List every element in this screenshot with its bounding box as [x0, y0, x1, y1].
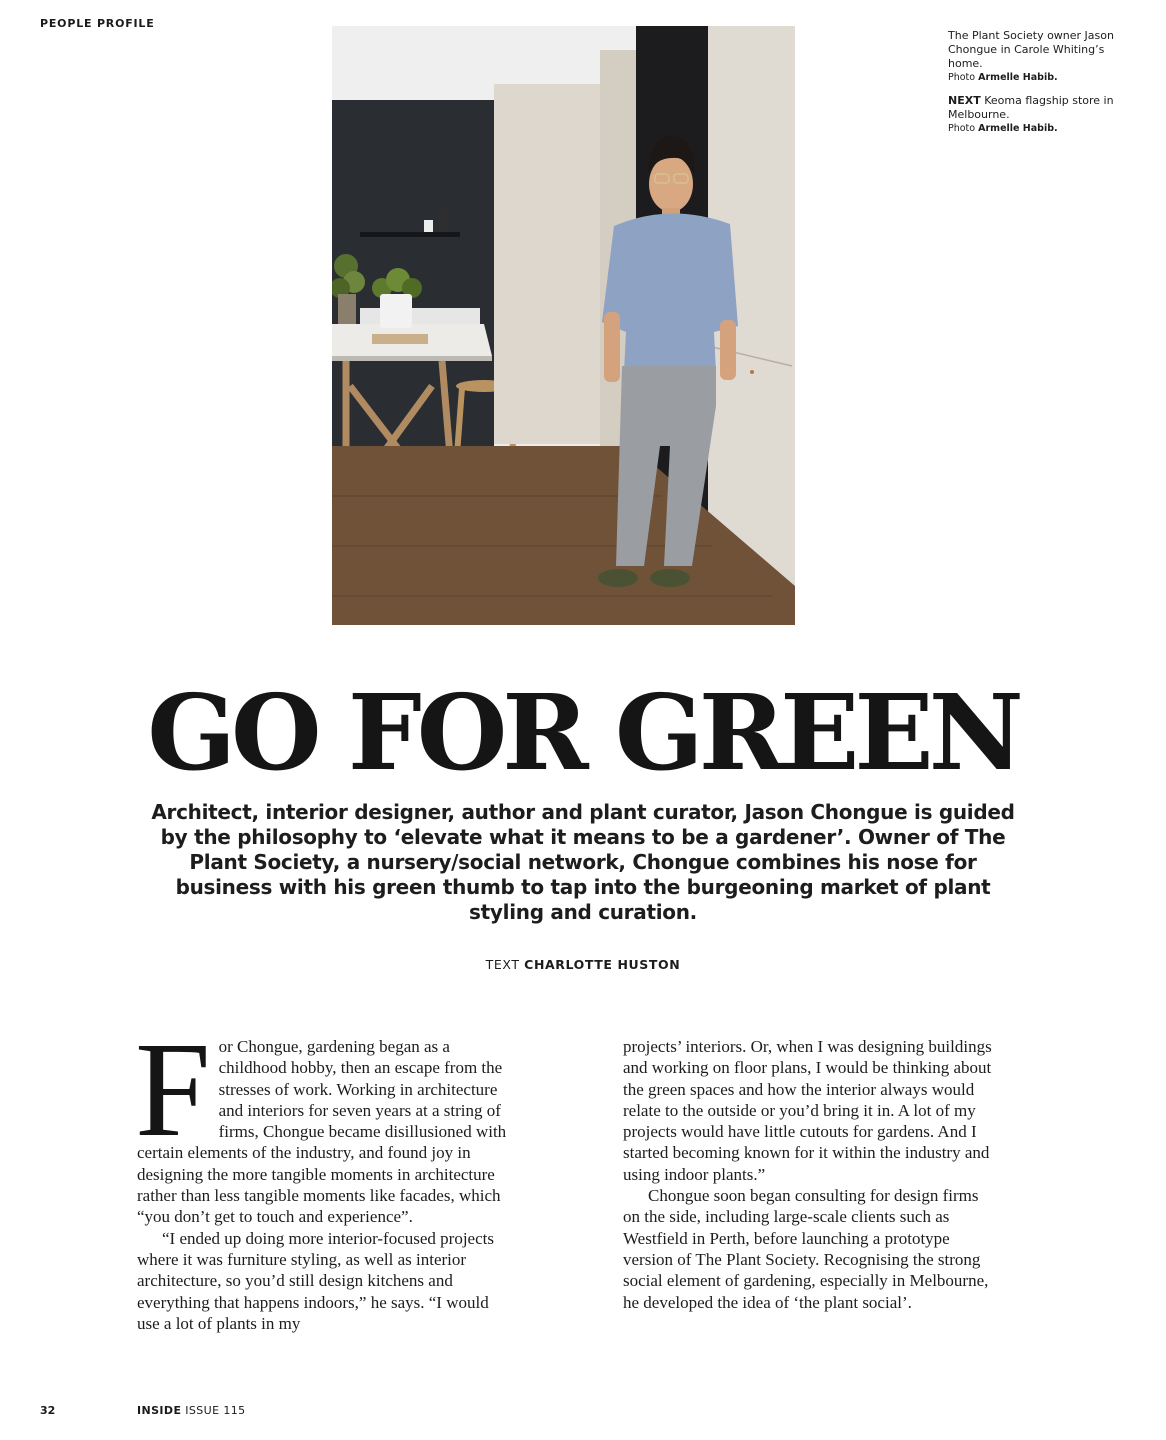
- page-number: 32: [40, 1404, 56, 1417]
- caption-next-credit: [948, 122, 1128, 135]
- caption-next-label: NEXT: [948, 94, 981, 107]
- caption-main-credit: [948, 71, 1128, 84]
- body-paragraph-3: Chongue soon began consulting for design firms on the side, including large-scale clients such as Westfield in Perth, before launching a prototype version of The Plant Society. Recognising the strong social element of gardening, especially in Melbourne, he developed the idea of ‘the plant social’.: [623, 1186, 989, 1312]
- hero-photo: [332, 26, 795, 625]
- byline-label: TEXT: [485, 957, 520, 972]
- drop-cap: F: [135, 1015, 211, 1165]
- magazine-name: INSIDE: [137, 1404, 182, 1417]
- caption-main-credit-prefix: Photo: [948, 72, 976, 83]
- caption-next-text: Keoma flagship store in Melbourne.: [948, 94, 1114, 121]
- section-label: PEOPLE PROFILE: [40, 17, 155, 30]
- photo-shelf: [360, 232, 460, 237]
- caption-main: [948, 29, 1128, 84]
- article-standfirst: Architect, interior designer, author and plant curator, Jason Chongue is guided by the philosophy to ‘elevate what it means to be a gardener’. Owner of The Plant Society, a nursery/social network, Chongue combines his nose for business with his green thumb to tap into the burgeoning market of plant styling and curation.: [151, 800, 1015, 924]
- magazine-issue: [137, 1404, 246, 1417]
- body-paragraph-1-text: or Chongue, gardening began as a childhood hobby, then an escape from the stresses of work. Working in architecture and interiors for seven years at a string of firms, Chongue became disillusioned with certain elements of the industry, and found joy in designing the more tangible moments in architecture rather than less tangible moments like facades, which “you don’t get to touch and experience”.: [137, 1037, 507, 1227]
- body-paragraph-2: “I ended up doing more interior-focused projects where it was furniture styling, as well as interior architecture, so you’d still design kitchens and everything that happens indoors,” he says. “I would use a lot of plants in my: [137, 1228, 494, 1333]
- caption-next-credit-name: Armelle Habib.: [978, 123, 1058, 134]
- body-paragraph-2-continued: projects’ interiors. Or, when I was designing buildings and working on floor plans, I would be thinking about the green spaces and how the interior always would relate to the outside or you’d bring it in. A lot of my projects would have little cutouts for gardens. And I started becoming known for it within the industry and using indoor plants.”: [623, 1037, 992, 1184]
- article-byline: [0, 957, 1166, 972]
- photo-captions: [948, 29, 1128, 145]
- article-headline: GO FOR GREEN: [147, 671, 1019, 794]
- caption-main-credit-name: Armelle Habib.: [978, 72, 1058, 83]
- body-column-right: [623, 1036, 999, 1313]
- byline-name: CHARLOTTE HUSTON: [524, 957, 681, 972]
- caption-main-text: The Plant Society owner Jason Chongue in Carole Whiting’s home.: [948, 29, 1114, 70]
- issue-number: ISSUE 115: [185, 1404, 246, 1417]
- caption-next-credit-prefix: Photo: [948, 123, 976, 134]
- body-column-left: [135, 1015, 513, 1334]
- body-paragraph-1: [135, 1015, 513, 1228]
- photo-panel-1: [494, 84, 600, 444]
- caption-next: [948, 94, 1128, 135]
